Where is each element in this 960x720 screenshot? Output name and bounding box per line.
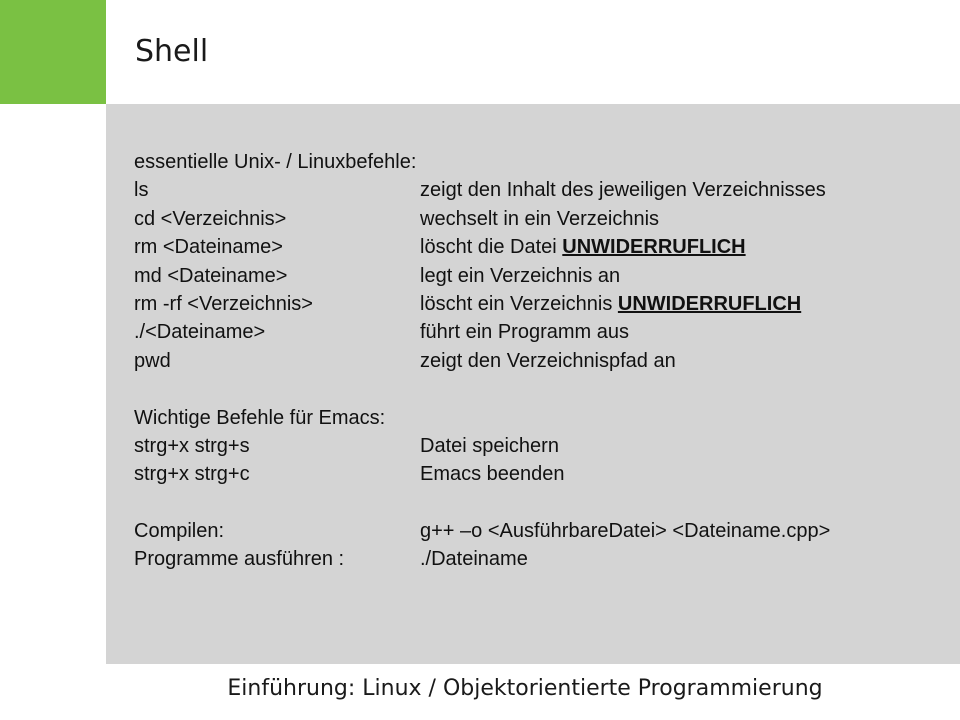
- description: [420, 233, 934, 261]
- description: ./Dateiname: [420, 548, 528, 571]
- content-text: [134, 148, 934, 574]
- footer-text: Einführung: Linux / Objektorientierte Programmierung: [227, 676, 823, 701]
- description: zeigt den Verzeichnispfad an: [420, 349, 676, 372]
- command: cd <Verzeichnis>: [134, 207, 287, 230]
- command-row: [134, 233, 934, 261]
- command-row: [134, 318, 934, 346]
- description: Datei speichern: [420, 434, 559, 457]
- command: md <Dateiname>: [134, 264, 288, 287]
- command: ls: [134, 179, 149, 202]
- spacer: [134, 375, 934, 403]
- command: pwd: [134, 349, 171, 372]
- description-text: löscht die Datei: [420, 236, 563, 259]
- emacs-heading: Wichtige Befehle für Emacs:: [134, 406, 386, 429]
- command: Programme ausführen :: [134, 548, 345, 571]
- command-row: [134, 205, 934, 233]
- description: Emacs beenden: [420, 463, 565, 486]
- description: zeigt den Inhalt des jeweiligen Verzeichnisses: [420, 179, 826, 202]
- slide-title: Shell: [135, 34, 209, 69]
- command-row: [134, 347, 934, 375]
- command: Compilen:: [134, 520, 225, 543]
- spacer: [134, 489, 934, 517]
- command-row: [134, 460, 934, 488]
- command: strg+x strg+s: [134, 434, 250, 457]
- command-row: [134, 290, 934, 318]
- accent-bar: [0, 0, 106, 104]
- command-row: [134, 432, 934, 460]
- command: rm -rf <Verzeichnis>: [134, 292, 313, 315]
- description: g++ –o <AusführbareDatei> <Dateiname.cpp>: [420, 520, 831, 543]
- command: rm <Dateiname>: [134, 236, 283, 259]
- description: wechselt in ein Verzeichnis: [420, 207, 660, 230]
- description: führt ein Programm aus: [420, 321, 629, 344]
- command-row: [134, 545, 934, 573]
- emphasis-text: UNWIDERRUFLICH: [562, 236, 746, 259]
- emphasis-text: UNWIDERRUFLICH: [617, 292, 802, 315]
- command-row: [134, 517, 934, 545]
- command-row: [134, 176, 934, 204]
- description: legt ein Verzeichnis an: [420, 264, 621, 287]
- command: strg+x strg+c: [134, 463, 250, 486]
- content-panel: [106, 104, 960, 664]
- command: ./<Dateiname>: [134, 321, 266, 344]
- command-row: [134, 262, 934, 290]
- description: [420, 290, 934, 318]
- unix-heading: essentielle Unix- / Linuxbefehle:: [134, 151, 417, 173]
- description-text: löscht ein Verzeichnis: [420, 292, 618, 315]
